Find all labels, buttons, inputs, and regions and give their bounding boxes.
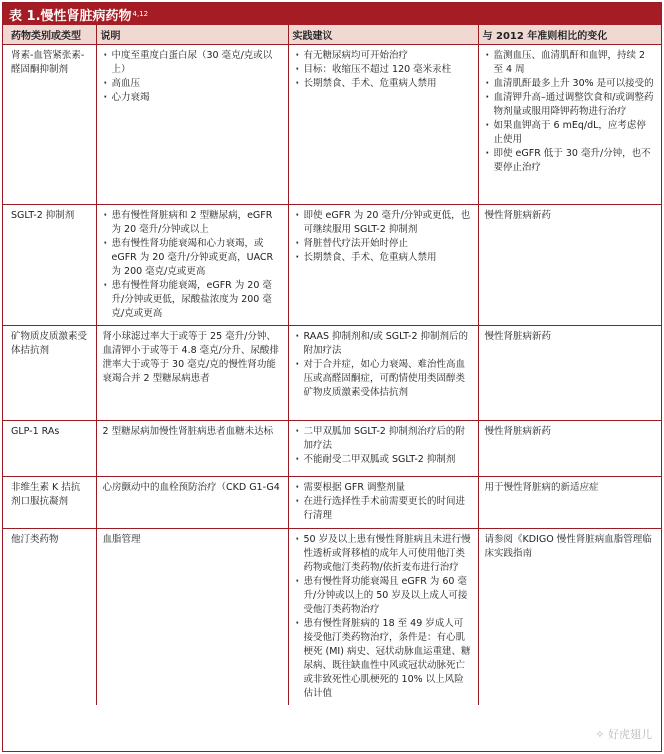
cell-changes: 请参阅《KDIGO 慢性肾脏病血脂管理临床实践指南 <box>478 529 661 706</box>
cell-changes: 慢性肾脏病新药 <box>478 205 661 326</box>
cell-description: 肾小球滤过率大于或等于 25 毫升/分钟、血清钾小于或等于 4.8 毫克/分升、尿酸排泄率大于或等于 30 毫克/克的慢性肾功能衰竭合并 2 型糖尿病患者 <box>96 326 288 421</box>
list-item: · 二甲双胍加 SGLT-2 抑制剂治疗后的附加疗法 <box>295 425 472 453</box>
list-item: · 50 岁及以上患有慢性肾脏病且未进行慢性透析或肾移植的成年人可使用他汀类药物或他汀类药物/依折麦布进行治疗 <box>295 533 472 575</box>
list-item: · 有无糖尿病均可开始治疗 <box>295 49 472 63</box>
list-item: · 血清钾升高–通过调整饮食和/或调整药物剂量或服用降钾药物进行治疗 <box>485 91 656 119</box>
header-practice: 实践建议 <box>288 25 478 45</box>
list-item: · 高血压 <box>103 77 282 91</box>
cell-category: 矿物质皮质激素受体拮抗剂 <box>3 326 96 421</box>
table-row <box>3 205 661 326</box>
cell-changes: 用于慢性肾脏病的新适应症 <box>478 477 661 529</box>
list-item: · 即使 eGFR 为 20 毫升/分钟或更低，也可继续服用 SGLT-2 抑制剂 <box>295 209 472 237</box>
sparkle-icon: ✧ <box>595 728 605 741</box>
cell-category: 肾素-血管紧张素-醛固酮抑制剂 <box>3 45 96 205</box>
drug-table <box>3 25 661 705</box>
drug-table-frame <box>2 2 662 752</box>
cell-description: 血脂管理 <box>96 529 288 706</box>
list-item: · 如果血钾高于 6 mEq/dL，应考虑停止使用 <box>485 119 656 147</box>
list-item: · 患有慢性肾功能衰竭，eGFR 为 20 毫升/分钟或更低，尿酸盐浓度为 200 毫克/克或更高 <box>103 279 282 321</box>
table-row <box>3 45 661 205</box>
cell-category: 他汀类药物 <box>11 534 59 545</box>
cell-category: GLP-1 RAs <box>3 421 96 477</box>
list-item: · 血清肌酐最多上升 30% 是可以接受的 <box>485 77 656 91</box>
list-item: · 长期禁食、手术、危重病人禁用 <box>295 251 472 265</box>
cell-description: 心房颤动中的血栓预防治疗（CKD G1-G4 <box>96 477 288 529</box>
list-item: · 即使 eGFR 低于 30 毫升/分钟，也不要停止治疗 <box>485 147 656 175</box>
list-item: · 对于合并症，如心力衰竭、难治性高血压或高醛固酮症，可酌情使用类固醇类矿物皮质激素受体拮抗剂 <box>295 358 472 400</box>
list-item: · 长期禁食、手术、危重病人禁用 <box>295 77 472 91</box>
table-header-row <box>3 25 661 45</box>
list-item: · 不能耐受二甲双胍或 SGLT-2 抑制剂 <box>295 453 472 467</box>
cell-changes: 慢性肾脏病新药 <box>478 421 661 477</box>
table-title-text: 表 1.慢性肾脏病药物 <box>9 8 132 24</box>
header-description: 说明 <box>96 25 288 45</box>
list-item: · RAAS 抑制剂和/或 SGLT-2 抑制剂后的附加疗法 <box>295 330 472 358</box>
table-row <box>3 421 661 477</box>
table-row <box>3 326 661 421</box>
watermark <box>595 726 652 742</box>
table-title <box>3 3 661 25</box>
watermark-text: 好虎翅儿 <box>608 728 652 741</box>
cell-practice <box>288 421 478 477</box>
header-category: 药物类别或类型 <box>3 25 96 45</box>
list-item: · 患有慢性肾脏病的 18 至 49 岁成人可接受他汀类药物治疗，条件是：有心肌梗死 (MI) 病史、冠状动脉血运重建、糖尿病、既往缺血性中风或冠状动脉死亡或非致死性心肌梗死的 10% 以上风险估计值 <box>295 617 472 701</box>
cell-description <box>96 45 288 205</box>
list-item: · 需要根据 GFR 调整剂量 <box>295 481 472 495</box>
cell-practice <box>288 529 478 706</box>
list-item: · 患有慢性肾功能衰竭和心力衰竭，或 eGFR 为 20 毫升/分钟或更高，UACR 为 200 毫克/克或更高 <box>103 237 282 279</box>
cell-changes <box>478 45 661 205</box>
cell-description: 2 型糖尿病加慢性肾脏病患者血糖未达标 <box>96 421 288 477</box>
cell-practice <box>288 477 478 529</box>
table-row <box>3 477 661 529</box>
cell-practice <box>288 45 478 205</box>
table-title-ref: 4,12 <box>132 10 149 18</box>
cell-changes: 慢性肾脏病新药 <box>478 326 661 421</box>
list-item: · 心力衰竭 <box>103 91 282 105</box>
list-item: · 患有慢性肾功能衰竭且 eGFR 为 60 毫升/分钟或以上的 50 岁及以上成人可接受他汀类药物治疗 <box>295 575 472 617</box>
cell-practice <box>288 205 478 326</box>
table-row <box>3 529 661 706</box>
header-changes: 与 2012 年准则相比的变化 <box>478 25 661 45</box>
cell-practice <box>288 326 478 421</box>
list-item: · 肾脏替代疗法开始时停止 <box>295 237 472 251</box>
list-item: · 目标：收缩压不超过 120 毫米汞柱 <box>295 63 472 77</box>
list-item: · 患有慢性肾脏病和 2 型糖尿病，eGFR 为 20 毫升/分钟或以上 <box>103 209 282 237</box>
list-item: · 中度至重度白蛋白尿（30 毫克/克或以上） <box>103 49 282 77</box>
list-item: · 在进行选择性手术前需要更长的时间进行清理 <box>295 495 472 523</box>
cell-category: 非维生素 K 拮抗剂口服抗凝剂 <box>3 477 96 529</box>
cell-description <box>96 205 288 326</box>
cell-category: SGLT-2 抑制剂 <box>3 205 96 326</box>
list-item: · 监测血压、血清肌酐和血钾，持续 2 至 4 周 <box>485 49 656 77</box>
